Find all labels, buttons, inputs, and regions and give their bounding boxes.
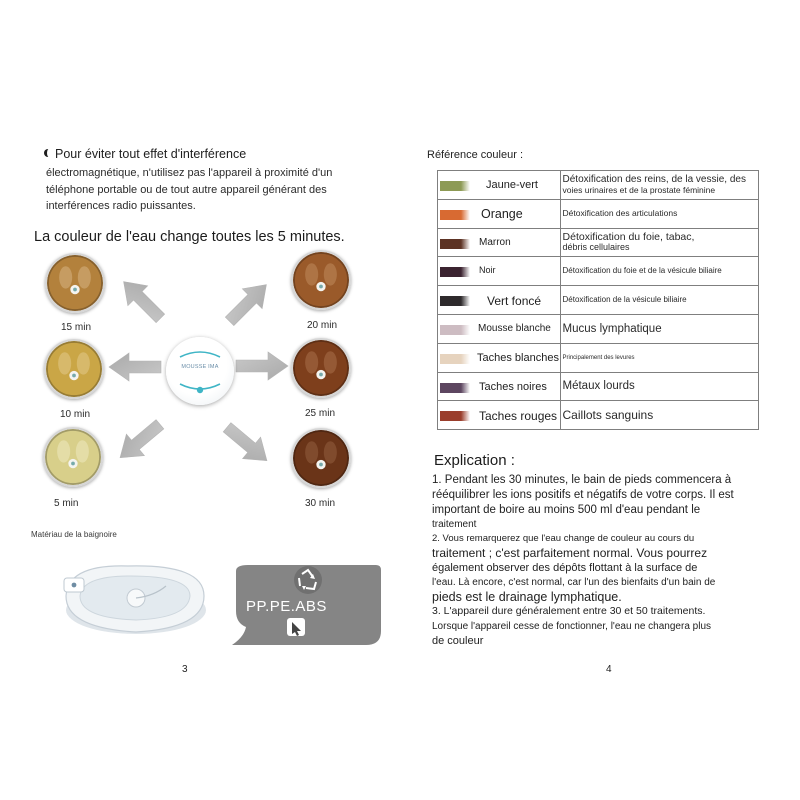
basin-photo-20min — [291, 250, 351, 310]
color-name: Mousse blanche — [478, 322, 551, 334]
table-row — [438, 286, 759, 315]
basin-photo-30min — [291, 428, 351, 488]
color-description: Détoxification du foie et de la vésicule biliaire — [562, 266, 722, 276]
arrow-icon — [114, 272, 171, 329]
table-row — [438, 257, 759, 286]
table-row — [438, 372, 759, 401]
bullet-line: téléphone portable ou de tout autre appareil générant des — [46, 184, 327, 196]
color-name: Noir — [479, 265, 496, 276]
color-swatch — [440, 354, 470, 364]
table-row — [438, 199, 759, 228]
color-description: Détoxification des articulations — [562, 208, 678, 219]
color-name: Taches rouges — [479, 409, 558, 424]
color-swatch — [440, 325, 470, 335]
color-swatch — [440, 383, 470, 393]
water-color-heading: La couleur de l'eau change toutes les 5 minutes. — [34, 229, 345, 245]
color-swatch — [440, 296, 470, 306]
color-description: voies urinaires et de la prostate féminine — [562, 184, 716, 195]
bullet-line: interférences radio puissantes. — [46, 200, 196, 212]
color-swatch — [440, 267, 470, 277]
color-reference-title: Référence couleur : — [427, 149, 523, 161]
color-swatch — [440, 210, 470, 220]
explication-line: important de boire au moins 500 ml d'eau pendant le — [432, 504, 701, 516]
explication-line: pieds est le drainage lymphatique. — [432, 590, 622, 604]
time-label-25min: 25 min — [305, 408, 336, 419]
table-row — [438, 228, 759, 257]
explication-line: l'eau. Là encore, c'est normal, car l'un des bienfaits d'un bain de — [432, 577, 716, 588]
table-row — [438, 343, 759, 372]
badge-text: PP.PE.ABS — [246, 598, 327, 615]
material-caption: Matériau de la baignoire — [31, 530, 117, 539]
basin-photo-10min — [44, 339, 104, 399]
explication-line: 1. Pendant les 30 minutes, le bain de pieds commencera à — [432, 474, 732, 486]
color-name: Taches noires — [479, 380, 547, 393]
page-number: 3 — [182, 664, 188, 675]
color-description: Caillots sanguins — [562, 407, 654, 422]
color-description: Détoxification des reins, de la vessie, des — [562, 174, 746, 186]
color-name: Jaune-vert — [486, 179, 538, 191]
table-row — [438, 401, 759, 430]
basin-photo-5min — [43, 427, 103, 487]
color-description: Métaux lourds — [562, 380, 635, 393]
time-label-5min: 5 min — [54, 498, 79, 509]
color-swatch — [440, 411, 470, 421]
color-swatch — [440, 181, 470, 191]
color-reference-table — [437, 170, 759, 430]
basin-photo-15min — [45, 253, 105, 313]
bullet-title: Pour éviter tout effet d'interférence — [44, 147, 246, 161]
explication-line: Lorsque l'appareil cesse de fonctionner, l'eau ne changera plus — [432, 621, 712, 632]
explication-title: Explication : — [434, 452, 515, 469]
color-name: Marron — [479, 236, 511, 248]
color-description: Détoxification du foie, tabac, — [562, 231, 695, 244]
table-row — [438, 171, 759, 200]
color-name: Taches blanches — [477, 351, 559, 364]
time-label-10min: 10 min — [60, 409, 91, 420]
explication-line: rééquilibrer les ions positifs et négatifs de votre corps. Il est — [432, 489, 734, 501]
color-description: Principalement des levures — [562, 354, 635, 361]
cursor-icon — [287, 618, 305, 636]
explication-line: 3. L'appareil dure généralement entre 30 et 50 traitements. — [432, 605, 706, 617]
explication-line: traitement — [432, 519, 477, 530]
recycle-icon — [294, 566, 322, 594]
arrow-icon — [220, 275, 277, 332]
foot-bath-tub-icon — [58, 556, 210, 638]
time-label-15min: 15 min — [61, 322, 92, 333]
color-name: Vert foncé — [487, 294, 542, 309]
device-label: MOUSSE IMA — [181, 364, 219, 370]
color-swatch — [440, 239, 470, 249]
explication-line: de couleur — [432, 635, 484, 647]
color-description: débris cellulaires — [562, 242, 630, 253]
ionic-device-icon — [166, 337, 234, 405]
explication-line: traitement ; c'est parfaitement normal. Vous pourrez — [432, 546, 708, 560]
arrow-icon — [218, 417, 276, 472]
color-description: Détoxification de la vésicule biliaire — [562, 294, 687, 304]
page-number: 4 — [606, 664, 612, 675]
bullet-line: électromagnétique, n'utilisez pas l'appareil à proximité d'un — [46, 167, 333, 179]
arrow-icon — [236, 352, 288, 380]
table-row — [438, 314, 759, 343]
explication-line: également observer des dépôts flottant à la surface de — [432, 562, 698, 574]
time-label-30min: 30 min — [305, 498, 336, 509]
color-description: Mucus lymphatique — [562, 322, 662, 335]
explication-line: 2. Vous remarquerez que l'eau change de couleur au cours du — [432, 533, 695, 544]
color-name: Orange — [481, 206, 523, 221]
arrow-icon — [109, 353, 161, 381]
time-label-20min: 20 min — [307, 320, 338, 331]
arrow-icon — [111, 414, 169, 469]
basin-photo-25min — [291, 338, 351, 398]
